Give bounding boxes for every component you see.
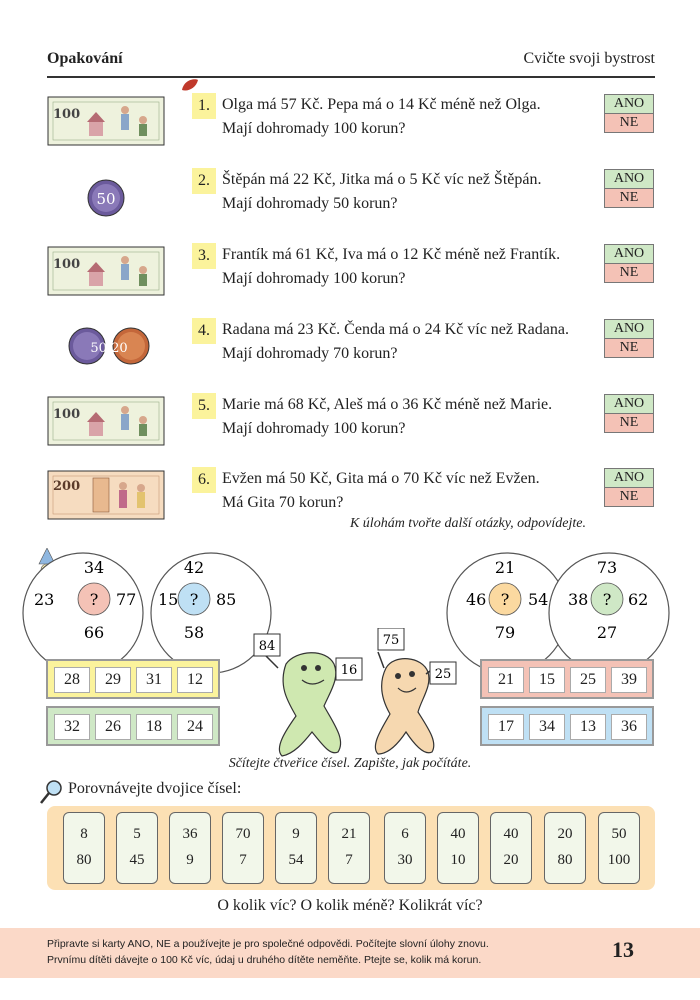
number-pair-card bbox=[598, 812, 640, 884]
number-pair-card bbox=[169, 812, 211, 884]
orange-figure-icon bbox=[375, 652, 434, 754]
circle-right: 77 bbox=[116, 590, 137, 609]
circle-left: 38 bbox=[568, 590, 589, 609]
task-text: Frantík má 61 Kč, Iva má o 12 Kč méně než Frantík. bbox=[222, 246, 561, 263]
pair-top: 21 bbox=[341, 826, 357, 842]
number-box: 31 bbox=[136, 667, 172, 693]
no-card-button[interactable]: NE bbox=[604, 263, 654, 283]
green-figure-icon bbox=[262, 652, 348, 756]
number-circle-1 bbox=[20, 550, 146, 676]
coin-50-icon bbox=[47, 171, 165, 221]
pair-top: 50 bbox=[611, 826, 627, 842]
number-pair-card bbox=[275, 812, 317, 884]
circle-bottom: 79 bbox=[494, 623, 516, 642]
figure-number: 25 bbox=[434, 667, 452, 682]
number-circle-4 bbox=[546, 550, 672, 676]
footer-text bbox=[47, 936, 489, 968]
no-card-button[interactable]: NE bbox=[604, 113, 654, 133]
compare-title: Porovnávejte dvojice čísel: bbox=[68, 780, 242, 797]
number-box: 36 bbox=[611, 714, 647, 740]
figure-number: 75 bbox=[382, 633, 400, 648]
banknote-100-icon bbox=[47, 96, 165, 146]
cartoon-figures-illustration bbox=[238, 628, 478, 764]
number-bar-right-1 bbox=[480, 659, 654, 699]
circle-center: ? bbox=[189, 590, 199, 609]
task-2 bbox=[0, 171, 700, 231]
task-question: Mají dohromady 70 korun? bbox=[222, 345, 398, 362]
pair-bottom: 80 bbox=[76, 852, 92, 868]
leaf-icon bbox=[180, 78, 200, 92]
number-box: 24 bbox=[177, 714, 213, 740]
circle-left: 46 bbox=[466, 590, 487, 609]
svg-text:100: 100 bbox=[53, 107, 81, 122]
yes-card-button[interactable]: ANO bbox=[604, 394, 654, 414]
yes-card-button[interactable]: ANO bbox=[604, 319, 654, 339]
task-number: 6. bbox=[192, 467, 216, 493]
number-bar-left-2 bbox=[46, 706, 220, 746]
number-pair-card bbox=[384, 812, 426, 884]
magnifier-icon bbox=[38, 778, 64, 806]
pair-bottom: 20 bbox=[503, 852, 519, 868]
circle-center: ? bbox=[500, 590, 510, 609]
circle-right: 85 bbox=[216, 590, 237, 609]
task-question: Má Gita 70 korun? bbox=[222, 494, 344, 511]
task-number: 4. bbox=[192, 318, 216, 344]
coins-50-20-icon bbox=[47, 321, 165, 371]
circle-left: 23 bbox=[34, 590, 55, 609]
figures-caption: Sčítejte čtveřice čísel. Zapište, jak počítáte. bbox=[228, 756, 472, 771]
svg-text:50 20: 50 20 bbox=[90, 341, 128, 356]
number-box: 39 bbox=[611, 667, 647, 693]
banknote-100-icon bbox=[47, 396, 165, 446]
task-text: Olga má 57 Kč. Pepa má o 14 Kč méně než Olga. bbox=[222, 96, 541, 113]
task-text: Štěpán má 22 Kč, Jitka má o 5 Kč víc než Štěpán. bbox=[222, 171, 542, 188]
circle-right: 62 bbox=[628, 590, 649, 609]
footer-line: Prvnímu dítěti dávejte o 100 Kč víc, údaj u druhého dítěte neměňte. Ptejte se, kolik má korun. bbox=[47, 954, 482, 966]
task-1 bbox=[0, 96, 700, 156]
task-5 bbox=[0, 396, 700, 456]
svg-text:200: 200 bbox=[53, 479, 81, 494]
number-box: 28 bbox=[54, 667, 90, 693]
pair-bottom: 7 bbox=[345, 852, 353, 868]
number-bar-right-2 bbox=[480, 706, 654, 746]
task-number: 3. bbox=[192, 243, 216, 269]
pair-bottom: 100 bbox=[607, 852, 631, 868]
svg-text:100: 100 bbox=[53, 407, 81, 422]
circle-center: ? bbox=[602, 590, 612, 609]
pair-bottom: 10 bbox=[450, 852, 466, 868]
pair-top: 36 bbox=[182, 826, 198, 842]
page-header bbox=[47, 48, 655, 78]
section-subtitle: Cvičte svoji bystrost bbox=[523, 50, 655, 67]
number-pair-card bbox=[222, 812, 264, 884]
no-card-button[interactable]: NE bbox=[604, 338, 654, 358]
pair-bottom: 9 bbox=[186, 852, 194, 868]
svg-text:50: 50 bbox=[96, 190, 116, 208]
yes-card-button[interactable]: ANO bbox=[604, 244, 654, 264]
pair-bottom: 80 bbox=[557, 852, 573, 868]
banknote-200-icon bbox=[47, 470, 165, 520]
no-card-button[interactable]: NE bbox=[604, 413, 654, 433]
task-number: 1. bbox=[192, 93, 216, 119]
page-number: 13 bbox=[612, 937, 634, 962]
task-3 bbox=[0, 246, 700, 306]
footer-line: Připravte si karty ANO, NE a používejte je pro společné odpovědi. Počítejte slovní úlohy znovu. bbox=[47, 938, 489, 950]
number-box: 18 bbox=[136, 714, 172, 740]
task-question: Mají dohromady 100 korun? bbox=[222, 270, 406, 287]
instruction-note: K úlohám tvořte další otázky, odpovídejte. bbox=[349, 516, 586, 531]
circle-top: 21 bbox=[494, 558, 516, 577]
number-pair-card bbox=[490, 812, 532, 884]
number-pair-card bbox=[328, 812, 370, 884]
compare-question: O kolik víc? O kolik méně? Kolikrát víc? bbox=[217, 897, 483, 914]
number-bar-left-1 bbox=[46, 659, 220, 699]
circle-center: ? bbox=[89, 590, 99, 609]
circle-right: 54 bbox=[528, 590, 549, 609]
number-pair-card bbox=[544, 812, 586, 884]
pair-top: 9 bbox=[292, 826, 300, 842]
pair-top: 40 bbox=[503, 826, 519, 842]
number-box: 34 bbox=[529, 714, 565, 740]
circle-bottom: 58 bbox=[183, 623, 205, 642]
task-question: Mají dohromady 100 korun? bbox=[222, 420, 406, 437]
number-box: 17 bbox=[488, 714, 524, 740]
number-box: 29 bbox=[95, 667, 131, 693]
yes-card-button[interactable]: ANO bbox=[604, 94, 654, 114]
number-pair-card bbox=[63, 812, 105, 884]
teacher-note-footer bbox=[0, 928, 700, 978]
yes-card-button[interactable]: ANO bbox=[604, 169, 654, 189]
pair-top: 8 bbox=[80, 826, 88, 842]
pair-top: 5 bbox=[133, 826, 141, 842]
pair-bottom: 7 bbox=[239, 852, 247, 868]
number-box: 21 bbox=[488, 667, 524, 693]
yes-card-button[interactable]: ANO bbox=[604, 468, 654, 488]
task-4 bbox=[0, 321, 700, 381]
pair-top: 70 bbox=[235, 826, 251, 842]
number-box: 13 bbox=[570, 714, 606, 740]
pair-bottom: 54 bbox=[288, 852, 304, 868]
figure-number: 84 bbox=[258, 639, 276, 654]
pair-top: 20 bbox=[557, 826, 573, 842]
number-box: 32 bbox=[54, 714, 90, 740]
svg-text:100: 100 bbox=[53, 257, 81, 272]
task-number: 5. bbox=[192, 393, 216, 419]
number-box: 15 bbox=[529, 667, 565, 693]
number-box: 26 bbox=[95, 714, 131, 740]
circle-left: 15 bbox=[158, 590, 179, 609]
pair-bottom: 45 bbox=[129, 852, 145, 868]
task-text: Evžen má 50 Kč, Gita má o 70 Kč víc než Evžen. bbox=[222, 470, 540, 487]
pair-bottom: 30 bbox=[397, 852, 413, 868]
circle-top: 34 bbox=[83, 558, 105, 577]
circle-bottom: 66 bbox=[83, 623, 105, 642]
pair-top: 40 bbox=[450, 826, 466, 842]
circle-top: 73 bbox=[596, 558, 618, 577]
no-card-button[interactable]: NE bbox=[604, 487, 654, 507]
figure-number: 16 bbox=[340, 663, 358, 678]
task-question: Mají dohromady 50 korun? bbox=[222, 195, 398, 212]
number-box: 12 bbox=[177, 667, 213, 693]
banknote-100-icon bbox=[47, 246, 165, 296]
number-box: 25 bbox=[570, 667, 606, 693]
number-pair-card bbox=[437, 812, 479, 884]
task-text: Marie má 68 Kč, Aleš má o 36 Kč méně než Marie. bbox=[222, 396, 553, 413]
task-question: Mají dohromady 100 korun? bbox=[222, 120, 406, 137]
task-text: Radana má 23 Kč. Čenda má o 24 Kč víc než Radana. bbox=[222, 321, 569, 338]
no-card-button[interactable]: NE bbox=[604, 188, 654, 208]
task-number: 2. bbox=[192, 168, 216, 194]
number-pair-card bbox=[116, 812, 158, 884]
circle-bottom: 27 bbox=[596, 623, 618, 642]
circle-top: 42 bbox=[183, 558, 205, 577]
section-title: Opakování bbox=[47, 50, 123, 67]
pair-top: 6 bbox=[401, 826, 409, 842]
